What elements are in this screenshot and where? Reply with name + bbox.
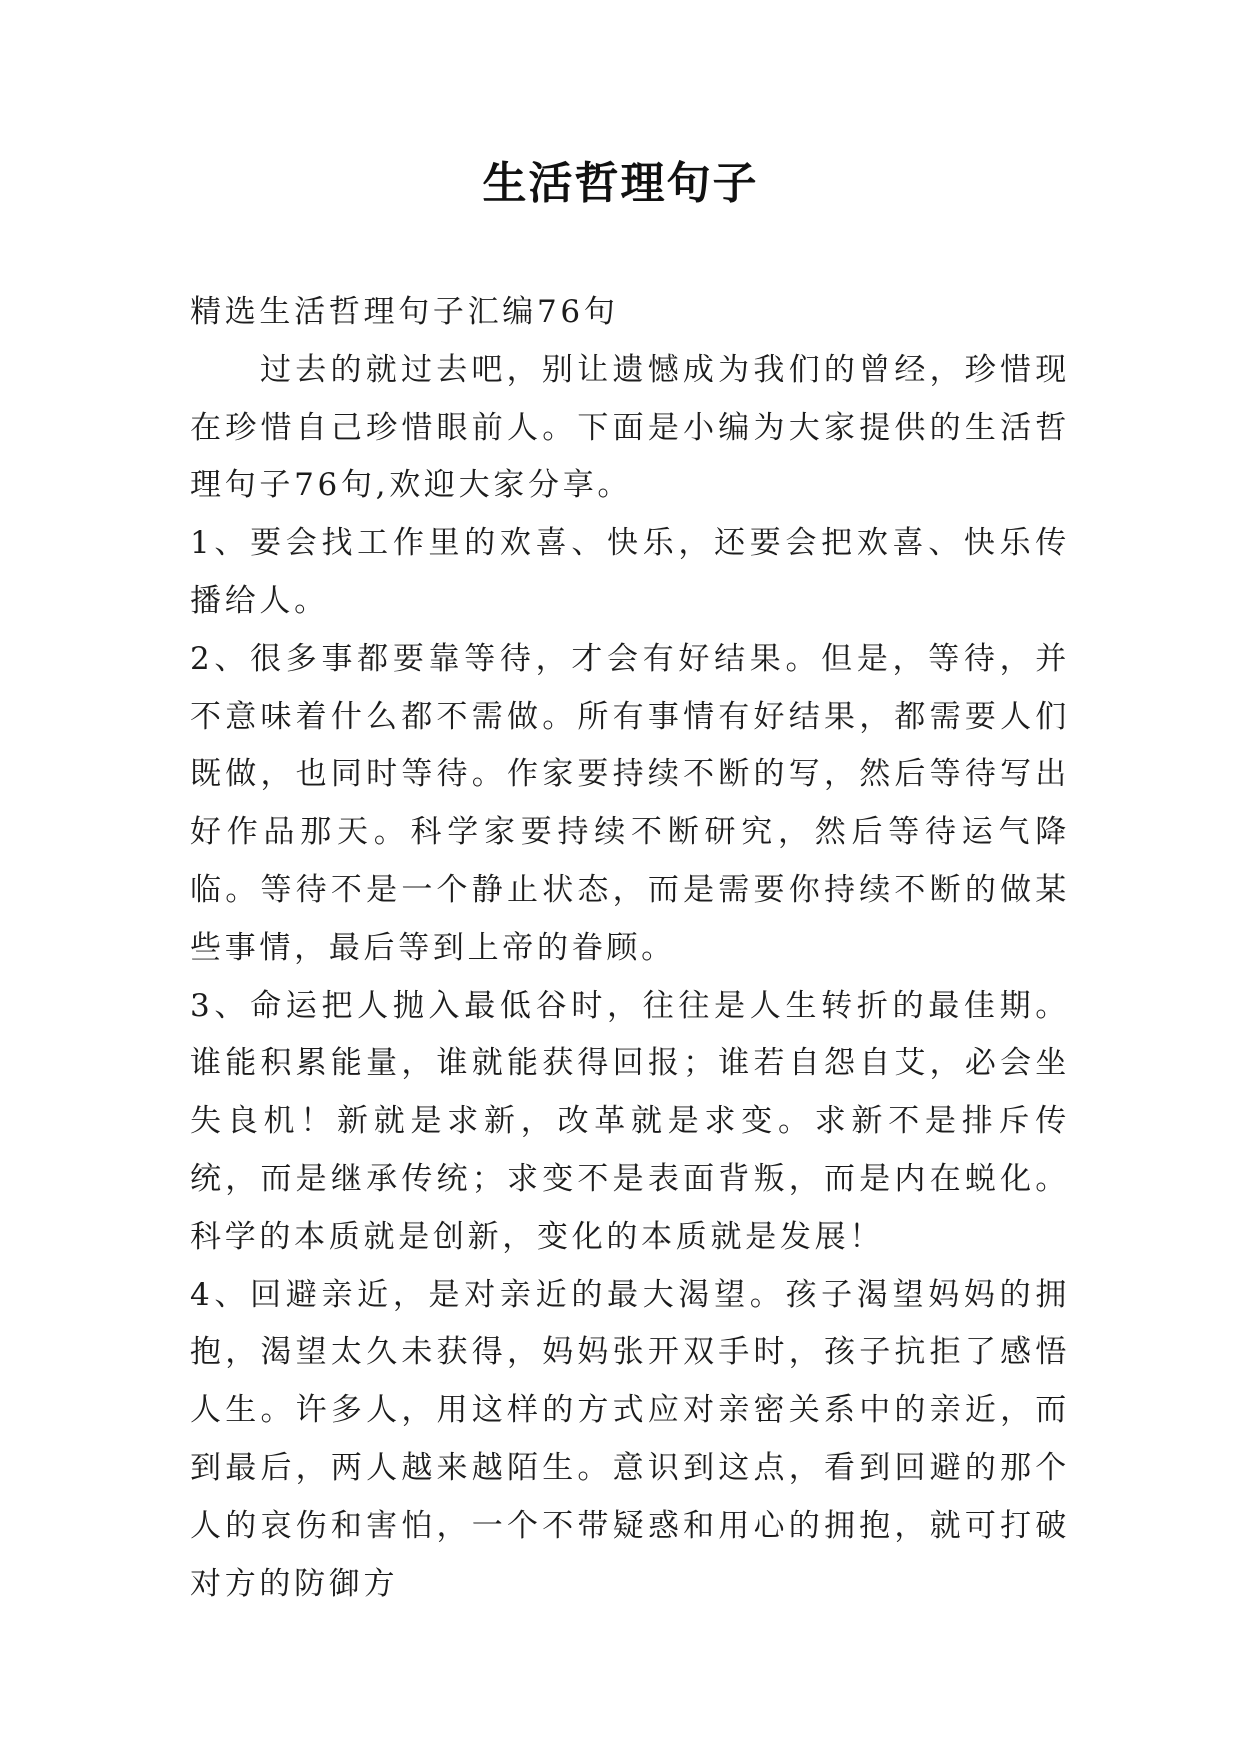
- document-subtitle: 精选生活哲理句子汇编76句: [190, 294, 619, 330]
- intro-paragraph: 过去的就过去吧，别让遗憾成为我们的曾经，珍惜现在珍惜自己珍惜眼前人。下面是小编为大家提供的生活哲理句子76句,欢迎大家分享。: [190, 351, 1070, 504]
- list-item: 3、命运把人抛入最低谷时，往往是人生转折的最佳期。谁能积累能量，谁就能获得回报；谁若自怨自艾，必会坐失良机！新就是求新，改革就是求变。求新不是排斥传统，而是继承传统；求变不是表面背叛，而是内在蜕化。科学的本质就是创新，变化的本质就是发展！: [190, 987, 1070, 1255]
- document-title: 生活哲理句子: [482, 158, 759, 209]
- list-item: 4、回避亲近，是对亲近的最大渴望。孩子渴望妈妈的拥抱，渴望太久未获得，妈妈张开双手时，孩子抗拒了感悟人生。许多人，用这样的方式应对亲密关系中的亲近，而到最后，两人越来越陌生。意识到这点，看到回避的那个人的哀伤和害怕，一个不带疑惑和用心的拥抱，就可打破对方的防御方: [190, 1276, 1070, 1602]
- document-body: [190, 284, 1070, 1613]
- list-item: 2、很多事都要靠等待，才会有好结果。但是，等待，并不意味着什么都不需做。所有事情有好结果，都需要人们既做，也同时等待。作家要持续不断的写，然后等待写出好作品那天。科学家要持续不断研究，然后等待运气降临。等待不是一个静止状态，而是需要你持续不断的做某些事情，最后等到上帝的眷顾。: [190, 640, 1070, 966]
- list-item: 1、要会找工作里的欢喜、快乐，还要会把欢喜、快乐传播给人。: [190, 525, 1070, 619]
